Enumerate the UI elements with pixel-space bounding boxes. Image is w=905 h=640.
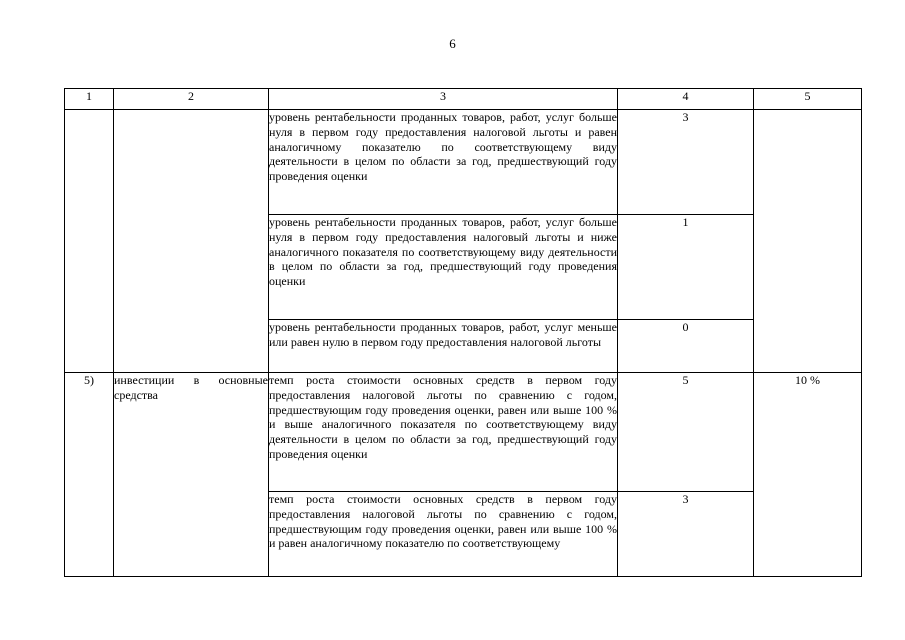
criterion-name: [114, 110, 269, 373]
condition-description: уровень рентабельности проданных товаров, работ, услуг меньше или равен нулю в первом году предоставления налоговой льготы: [269, 320, 618, 373]
condition-description: темп роста стоимости основных средств в первом году предоставления налоговой льготы по сравнению с годом, предшествующим году проведения оценки, равен или выше 100 % и равен аналогичному показателю по соответствующему: [269, 492, 618, 577]
header-col-1: 1: [65, 89, 114, 110]
condition-score: 1: [618, 215, 754, 320]
criterion-weight: [754, 110, 862, 373]
table-header-row: [65, 89, 862, 110]
condition-description: уровень рентабельности проданных товаров, работ, услуг больше нуля в первом году предоставления налоговый льготы и ниже аналогичного показателя по соответствующему виду деятельности в целом по области за год, предшествующий году проведения оценки: [269, 215, 618, 320]
table-row: [65, 110, 862, 215]
header-col-3: 3: [269, 89, 618, 110]
criteria-table: [64, 88, 862, 577]
header-col-2: 2: [114, 89, 269, 110]
header-col-5: 5: [754, 89, 862, 110]
condition-score: 5: [618, 373, 754, 492]
condition-description: уровень рентабельности проданных товаров, работ, услуг больше нуля в первом году предоставления налоговой льготы и равен аналогичному показателю по соответствующему виду деятельности в целом по области за год, предшествующий году проведения оценки: [269, 110, 618, 215]
page-number: 6: [449, 36, 456, 51]
criterion-number: 5): [65, 373, 114, 577]
criterion-name: инвестиции в основные средства: [114, 373, 269, 577]
condition-score: 3: [618, 492, 754, 577]
header-col-4: 4: [618, 89, 754, 110]
criterion-weight: 10 %: [754, 373, 862, 577]
condition-score: 0: [618, 320, 754, 373]
condition-description: темп роста стоимости основных средств в первом году предоставления налоговой льготы по сравнению с годом, предшествующим году проведения оценки, равен или выше 100 % и выше аналогичного показателя по соответствующему виду деятельности в целом по области за год, предшествующий году проведения оценки: [269, 373, 618, 492]
condition-score: 3: [618, 110, 754, 215]
criterion-number: [65, 110, 114, 373]
table-row: [65, 373, 862, 492]
